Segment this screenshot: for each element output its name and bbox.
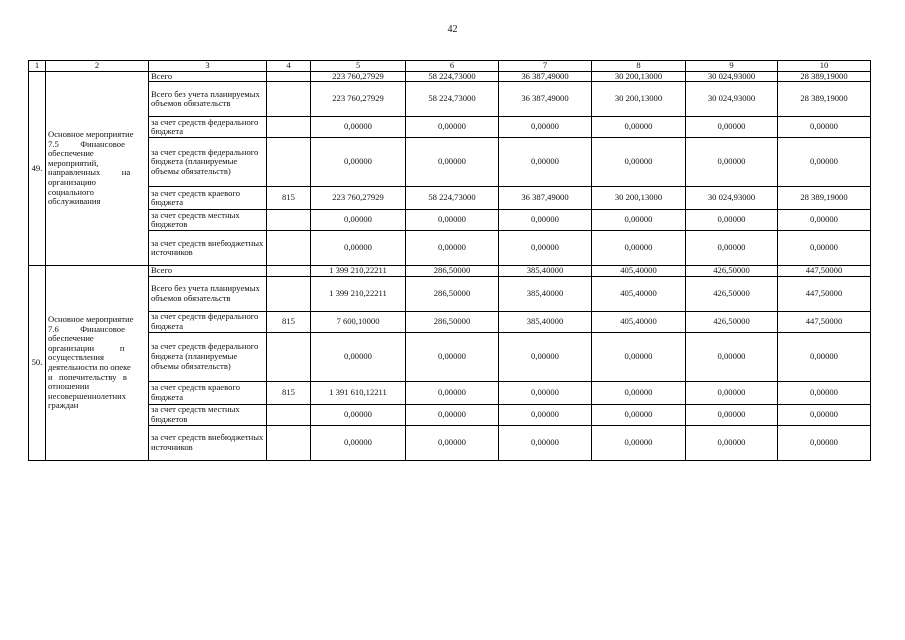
amount-year: 385,40000 (499, 266, 592, 277)
amount-year: 0,00000 (592, 117, 686, 138)
amount-year: 0,00000 (499, 138, 592, 187)
amount-year: 0,00000 (592, 210, 686, 231)
amount-year: 0,00000 (406, 404, 499, 425)
budget-table (28, 60, 871, 461)
budget-code (267, 266, 311, 277)
amount-year: 58 224,73000 (406, 82, 499, 117)
budget-code: 815 (267, 381, 311, 404)
funding-source: за счет средств внебюджетных источников (149, 231, 267, 266)
amount-year: 0,00000 (778, 381, 871, 404)
amount-year: 286,50000 (406, 266, 499, 277)
amount-year: 0,00000 (686, 381, 778, 404)
amount-total: 0,00000 (311, 404, 406, 425)
funding-source: Всего без учета планируемых объемов обязательств (149, 276, 267, 311)
amount-year: 426,50000 (686, 266, 778, 277)
table-row (29, 210, 871, 231)
header-cell: 6 (406, 61, 499, 72)
amount-year: 0,00000 (499, 332, 592, 381)
budget-code (267, 82, 311, 117)
amount-total: 0,00000 (311, 210, 406, 231)
amount-year: 385,40000 (499, 311, 592, 332)
amount-year: 0,00000 (686, 425, 778, 460)
amount-year: 0,00000 (406, 117, 499, 138)
page-number: 42 (447, 24, 458, 35)
amount-total: 7 600,10000 (311, 311, 406, 332)
funding-source: за счет средств федерального бюджета (149, 311, 267, 332)
header-cell: 9 (686, 61, 778, 72)
amount-total: 1 399 210,22211 (311, 266, 406, 277)
amount-total: 1 391 610,12211 (311, 381, 406, 404)
budget-code (267, 138, 311, 187)
header-cell: 2 (46, 61, 149, 72)
budget-code (267, 210, 311, 231)
amount-total: 0,00000 (311, 425, 406, 460)
table-row (29, 82, 871, 117)
header-cell: 1 (29, 61, 46, 72)
header-cell: 7 (499, 61, 592, 72)
table-row (29, 276, 871, 311)
table-row (29, 381, 871, 404)
funding-source: Всего (149, 71, 267, 82)
amount-year: 36 387,49000 (499, 71, 592, 82)
amount-year: 0,00000 (686, 404, 778, 425)
amount-year: 0,00000 (592, 231, 686, 266)
amount-year: 0,00000 (778, 117, 871, 138)
header-cell: 10 (778, 61, 871, 72)
budget-code: 815 (267, 187, 311, 210)
table-row (29, 117, 871, 138)
amount-year: 385,40000 (499, 276, 592, 311)
funding-source: за счет средств местных бюджетов (149, 404, 267, 425)
row-number: 49. (29, 71, 46, 266)
row-number: 50. (29, 266, 46, 461)
amount-total: 0,00000 (311, 332, 406, 381)
header-cell: 3 (149, 61, 267, 72)
amount-total: 223 760,27929 (311, 187, 406, 210)
table-row (29, 138, 871, 187)
budget-code (267, 71, 311, 82)
amount-year: 30 200,13000 (592, 71, 686, 82)
amount-year: 30 200,13000 (592, 82, 686, 117)
amount-year: 0,00000 (406, 332, 499, 381)
amount-year: 58 224,73000 (406, 187, 499, 210)
amount-year: 0,00000 (686, 231, 778, 266)
amount-year: 447,50000 (778, 276, 871, 311)
amount-year: 0,00000 (499, 425, 592, 460)
funding-source: за счет средств федерального бюджета (149, 117, 267, 138)
budget-code (267, 276, 311, 311)
budget-code (267, 425, 311, 460)
amount-year: 28 389,19000 (778, 71, 871, 82)
amount-year: 0,00000 (406, 138, 499, 187)
funding-source: Всего (149, 266, 267, 277)
amount-year: 0,00000 (592, 404, 686, 425)
activity-title: Основное мероприятие 7.5 Финансовое обеспечение мероприятий, направленных на организацию социального обслуживания (46, 71, 149, 266)
table-row (29, 425, 871, 460)
amount-year: 28 389,19000 (778, 82, 871, 117)
budget-code (267, 404, 311, 425)
activity-title: Основное мероприятие 7.6 Финансовое обеспечение организации п осуществления деятельности по опеке и попечительству в отношении несовершеннолетних граждан (46, 266, 149, 461)
amount-total: 223 760,27929 (311, 71, 406, 82)
amount-year: 405,40000 (592, 311, 686, 332)
amount-year: 0,00000 (686, 138, 778, 187)
budget-code (267, 332, 311, 381)
amount-year: 0,00000 (406, 425, 499, 460)
amount-year: 30 024,93000 (686, 82, 778, 117)
amount-year: 0,00000 (592, 425, 686, 460)
funding-source: за счет средств местных бюджетов (149, 210, 267, 231)
amount-year: 0,00000 (499, 117, 592, 138)
amount-year: 0,00000 (592, 138, 686, 187)
amount-year: 0,00000 (778, 138, 871, 187)
budget-code (267, 117, 311, 138)
amount-year: 0,00000 (686, 332, 778, 381)
funding-source: за счет средств федерального бюджета (планируемые объемы обязательств) (149, 332, 267, 381)
amount-total: 0,00000 (311, 231, 406, 266)
amount-year: 405,40000 (592, 276, 686, 311)
amount-year: 58 224,73000 (406, 71, 499, 82)
amount-total: 0,00000 (311, 138, 406, 187)
amount-total: 223 760,27929 (311, 82, 406, 117)
funding-source: за счет средств краевого бюджета (149, 381, 267, 404)
table-row (29, 332, 871, 381)
budget-code (267, 231, 311, 266)
table-row (29, 71, 871, 82)
amount-year: 286,50000 (406, 276, 499, 311)
amount-year: 0,00000 (778, 425, 871, 460)
header-cell: 5 (311, 61, 406, 72)
amount-year: 36 387,49000 (499, 82, 592, 117)
header-row (29, 61, 871, 72)
table-row (29, 231, 871, 266)
table-row (29, 266, 871, 277)
amount-year: 286,50000 (406, 311, 499, 332)
amount-year: 447,50000 (778, 311, 871, 332)
funding-source: за счет средств федерального бюджета (планируемые объемы обязательств) (149, 138, 267, 187)
amount-year: 0,00000 (778, 332, 871, 381)
amount-year: 447,50000 (778, 266, 871, 277)
funding-source: за счет средств краевого бюджета (149, 187, 267, 210)
funding-source: за счет средств внебюджетных источников (149, 425, 267, 460)
amount-year: 0,00000 (499, 404, 592, 425)
amount-total: 0,00000 (311, 117, 406, 138)
amount-year: 30 200,13000 (592, 187, 686, 210)
table-row (29, 311, 871, 332)
header-cell: 4 (267, 61, 311, 72)
table-row (29, 404, 871, 425)
amount-year: 0,00000 (778, 210, 871, 231)
amount-year: 36 387,49000 (499, 187, 592, 210)
amount-year: 0,00000 (778, 231, 871, 266)
amount-year: 0,00000 (778, 404, 871, 425)
amount-year: 0,00000 (686, 117, 778, 138)
amount-year: 28 389,19000 (778, 187, 871, 210)
amount-year: 0,00000 (499, 210, 592, 231)
amount-year: 0,00000 (406, 231, 499, 266)
amount-year: 0,00000 (499, 381, 592, 404)
funding-source: Всего без учета планируемых объемов обязательств (149, 82, 267, 117)
amount-year: 0,00000 (686, 210, 778, 231)
amount-year: 405,40000 (592, 266, 686, 277)
amount-year: 30 024,93000 (686, 71, 778, 82)
amount-year: 30 024,93000 (686, 187, 778, 210)
amount-year: 0,00000 (592, 332, 686, 381)
budget-code: 815 (267, 311, 311, 332)
amount-year: 0,00000 (406, 381, 499, 404)
header-cell: 8 (592, 61, 686, 72)
amount-year: 426,50000 (686, 276, 778, 311)
amount-year: 426,50000 (686, 311, 778, 332)
amount-year: 0,00000 (592, 381, 686, 404)
table-row (29, 187, 871, 210)
amount-total: 1 399 210,22211 (311, 276, 406, 311)
amount-year: 0,00000 (406, 210, 499, 231)
amount-year: 0,00000 (499, 231, 592, 266)
